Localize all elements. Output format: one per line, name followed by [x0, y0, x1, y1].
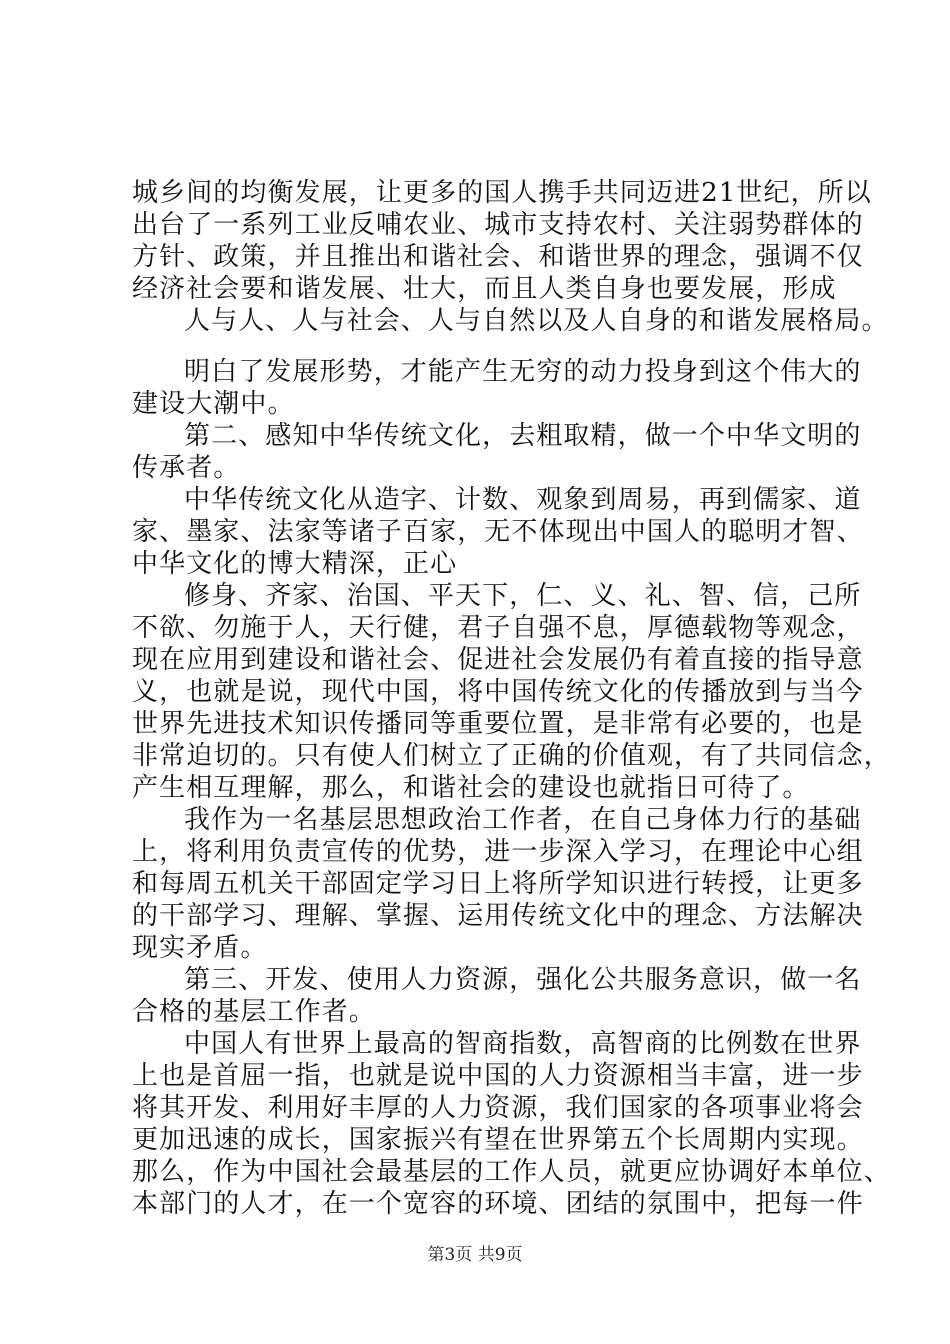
text-line: 非常迫切的。只有使人们树立了正确的价值观，有了共同信念， [132, 741, 891, 771]
section-heading-continued: 传承者。 [132, 453, 241, 483]
text-line: 人与人、人与社会、人与自然以及人自身的和谐发展格局。 [184, 306, 889, 336]
text-line: 中华文化的博大精深，正心 [132, 549, 458, 579]
text-line: 家、墨家、法家等诸子百家，无不体现出中国人的聪明才智、 [132, 517, 864, 547]
section-heading: 第二、感知中华传统文化，去粗取精，做一个中华文明的 [184, 421, 862, 451]
text-line: 那么，作为中国社会最基层的工作人员，就更应协调好本单位、 [132, 1157, 891, 1187]
text-line: 义，也就是说，现代中国，将中国传统文化的传播放到与当今 [132, 677, 864, 707]
text-line: 上也是首屈一指，也就是说中国的人力资源相当丰富，进一步 [132, 1061, 864, 1091]
text-line: 修身、齐家、治国、平天下，仁、义、礼、智、信，己所 [184, 581, 862, 611]
text-line: 不欲、勿施于人，天行健，君子自强不息，厚德载物等观念， [132, 613, 864, 643]
section-heading-continued: 合格的基层工作者。 [132, 997, 376, 1027]
section-heading: 第三、开发、使用人力资源，强化公共服务意识，做一名 [184, 965, 862, 995]
text-line: 城乡间的均衡发展，让更多的国人携手共同迈进21世纪，所以 [132, 178, 872, 208]
text-line: 世界先进技术知识传播同等重要位置，是非常有必要的，也是 [132, 709, 864, 739]
text-line: 的干部学习、理解、掌握、运用传统文化中的理念、方法解决 [132, 901, 864, 931]
text-line: 现在应用到建设和谐社会、促进社会发展仍有着直接的指导意 [132, 645, 864, 675]
text-line: 上，将利用负责宣传的优势，进一步深入学习，在理论中心组 [132, 837, 864, 867]
text-line: 建设大潮中。 [132, 389, 295, 419]
text-line: 将其开发、利用好丰厚的人力资源，我们国家的各项事业将会 [132, 1093, 864, 1123]
text-line: 和每周五机关干部固定学习日上将所学知识进行转授，让更多 [132, 869, 864, 899]
paragraph-start: 中国人有世界上最高的智商指数，高智商的比例数在世界 [184, 1029, 862, 1059]
text-line: 经济社会要和谐发展、壮大，而且人类自身也要发展，形成 [132, 274, 837, 304]
text-line: 出台了一系列工业反哺农业、城市支持农村、关注弱势群体的 [132, 210, 864, 240]
text-line: 本部门的人才，在一个宽容的环境、团结的氛围中，把每一件 [132, 1189, 864, 1219]
text-line: 更加迅速的成长，国家振兴有望在世界第五个长周期内实现。 [132, 1125, 864, 1155]
text-line: 产生相互理解，那么，和谐社会的建设也就指日可待了。 [132, 773, 810, 803]
text-line: 方针、政策，并且推出和谐社会、和谐世界的理念，强调不仅 [132, 242, 864, 272]
page-number-footer: 第3页 共9页 [427, 1245, 523, 1265]
paragraph-start: 中华传统文化从造字、计数、观象到周易，再到儒家、道 [184, 485, 862, 515]
text-line: 现实矛盾。 [132, 933, 268, 963]
paragraph-start: 我作为一名基层思想政治工作者，在自己身体力行的基础 [184, 805, 862, 835]
paragraph-start: 明白了发展形势，才能产生无穷的动力投身到这个伟大的 [184, 357, 862, 387]
